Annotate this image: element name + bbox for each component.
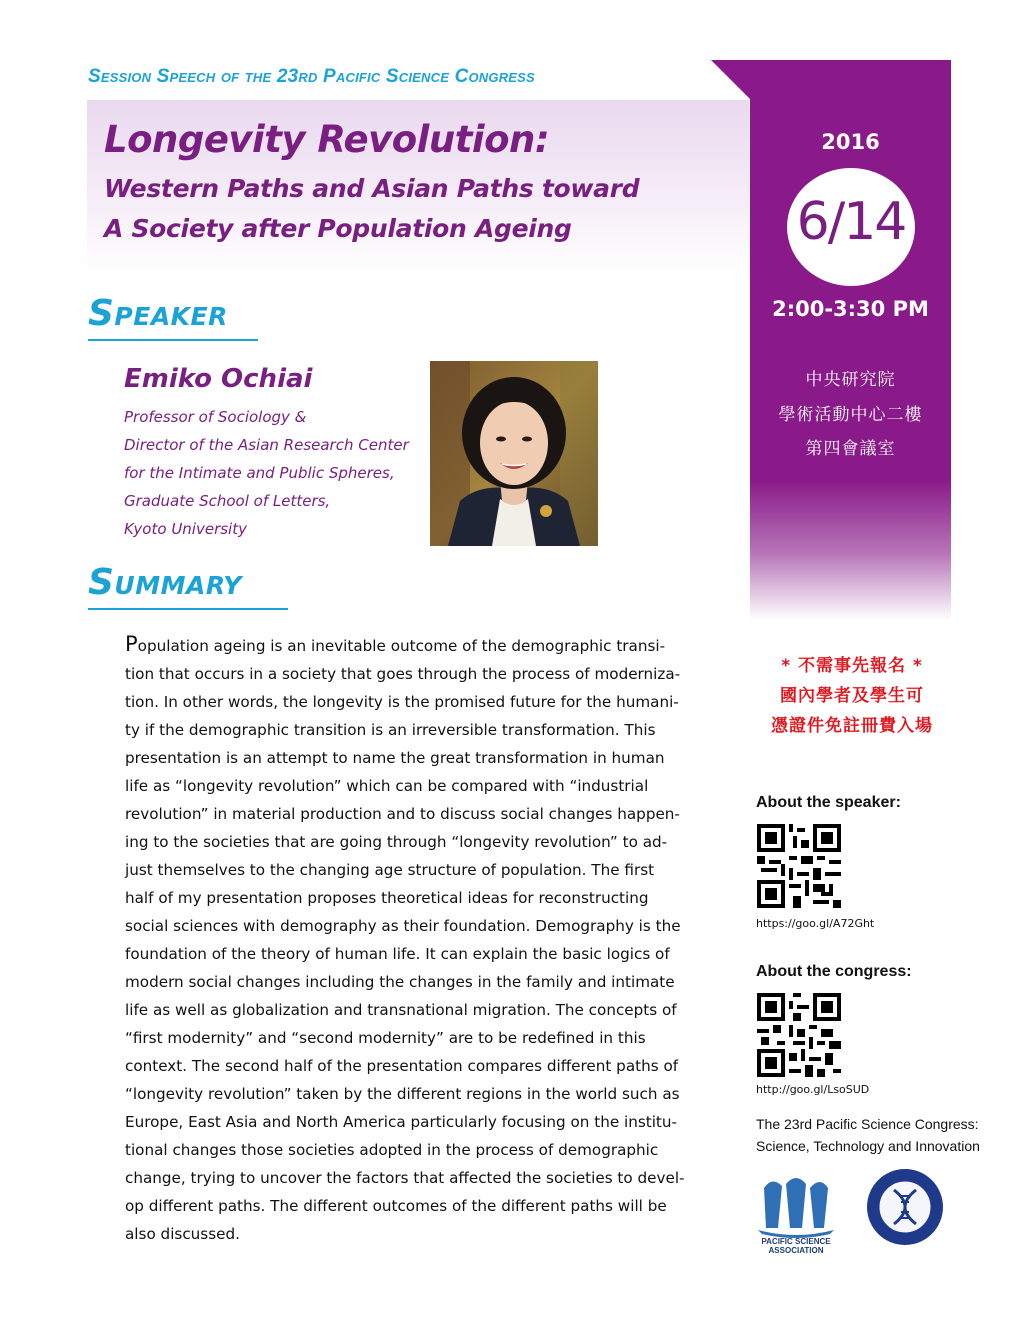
affiliation-line: Graduate School of Letters, [124,492,331,510]
event-time: 2:00-3:30 PM [772,297,929,321]
speaker-name: Emiko Ochiai [124,364,313,394]
summary-line: tional changes those societies adopted in the process of demographic [125,1141,659,1159]
summary-heading-underline [88,608,288,610]
summary-line: ing to the societies that are going through “longevity revolution” to ad- [125,833,668,851]
summary-line: presentation is an attempt to name the great transformation in human [125,749,665,767]
speaker-heading: Speaker [88,293,228,334]
speaker-heading-underline [88,339,258,341]
summary-line: change, trying to uncover the factors that affected the societies to devel- [125,1169,685,1187]
summary-line: “longevity revolution” taken by the different regions in the world such as [125,1085,680,1103]
summary-line: just themselves to the changing age structure of population. The first [125,861,655,879]
about-congress-heading: About the congress: [756,963,912,980]
summary-line: revolution” in material production and to discuss social changes happen- [125,805,680,823]
affiliation-line: Director of the Asian Research Center [124,436,409,454]
psa-logo-text-1: PACIFIC SCIENCE [761,1237,831,1246]
venue-line: 第四會議室 [805,439,896,459]
summary-line: context. The second half of the presentation compares different paths of [125,1057,679,1075]
summary-line: life as well as globalization and transnational migration. The concepts of [125,1001,677,1019]
registration-notice-line: * 不需事先報名 * [781,656,923,676]
summary-line: tion. In other words, the longevity is the promised future for the humani- [125,693,679,711]
pacific-science-association-logo [752,1168,840,1256]
summary-line: ty if the demographic transition is an irreversible transformation. This [125,721,656,739]
talk-title: Longevity Revolution: [104,118,550,161]
congress-qr-code[interactable] [757,993,841,1077]
about-speaker-heading: About the speaker: [756,794,901,811]
series-label: Session Speech of the 23rd Pacific Science Congress [88,66,535,87]
congress-name [756,1113,980,1157]
event-year: 2016 [821,130,880,154]
event-date: 6/14 [796,192,906,252]
talk-subtitle-line-1: Western Paths and Asian Paths toward [104,174,640,203]
registration-notice-line: 憑證件免註冊費入場 [771,716,933,736]
summary-line [125,630,673,660]
summary-dropcap: P [125,632,138,656]
summary-line: op different paths. The different outcomes of the different paths will be [125,1197,667,1215]
affiliation-line: Kyoto University [124,520,247,538]
side-panel-notch [711,60,751,100]
summary-body [125,630,685,1248]
talk-subtitle-line-2: A Society after Population Ageing [104,214,572,243]
academia-sinica-seal [866,1168,944,1246]
event-date-badge [787,168,915,286]
summary-line: half of my presentation proposes theoretical ideas for reconstructing [125,889,649,907]
summary-line: social sciences with demography as their foundation. Demography is the [125,917,681,935]
congress-name-line: The 23rd Pacific Science Congress: [756,1116,979,1132]
summary-line: foundation of the theory of human life. It can explain the basic logics of [125,945,670,963]
summary-line: also discussed. [125,1225,240,1243]
summary-line: “first modernity” and “second modernity” are to be redefined in this [125,1029,646,1047]
venue-line: 中央研究院 [805,370,896,390]
congress-name-line: Science, Technology and Innovation [756,1138,980,1154]
summary-line: life as “longevity revolution” which can be compared with “industrial [125,777,649,795]
summary-line: tion that occurs in a society that goes through the process of moderniza- [125,665,681,683]
summary-line: Europe, East Asia and North America particularly focusing on the institu- [125,1113,677,1131]
speaker-photo [430,361,598,546]
summary-heading: Summary [88,562,242,603]
summary-line-text: opulation ageing is an inevitable outcome of the demographic transi- [137,637,666,655]
speaker-url[interactable]: https://goo.gl/A72Ght [756,917,875,930]
venue-line: 學術活動中心二樓 [778,405,923,425]
congress-url[interactable]: http://goo.gl/LsoSUD [756,1083,870,1096]
speaker-qr-code[interactable] [757,824,841,908]
summary-line: modern social changes including the changes in the family and intimate [125,973,675,991]
affiliation-line: Professor of Sociology & [124,408,307,426]
affiliation-line: for the Intimate and Public Spheres, [124,464,395,482]
registration-notice-line: 國內學者及學生可 [780,686,924,706]
psa-logo-text-2: ASSOCIATION [768,1246,824,1255]
